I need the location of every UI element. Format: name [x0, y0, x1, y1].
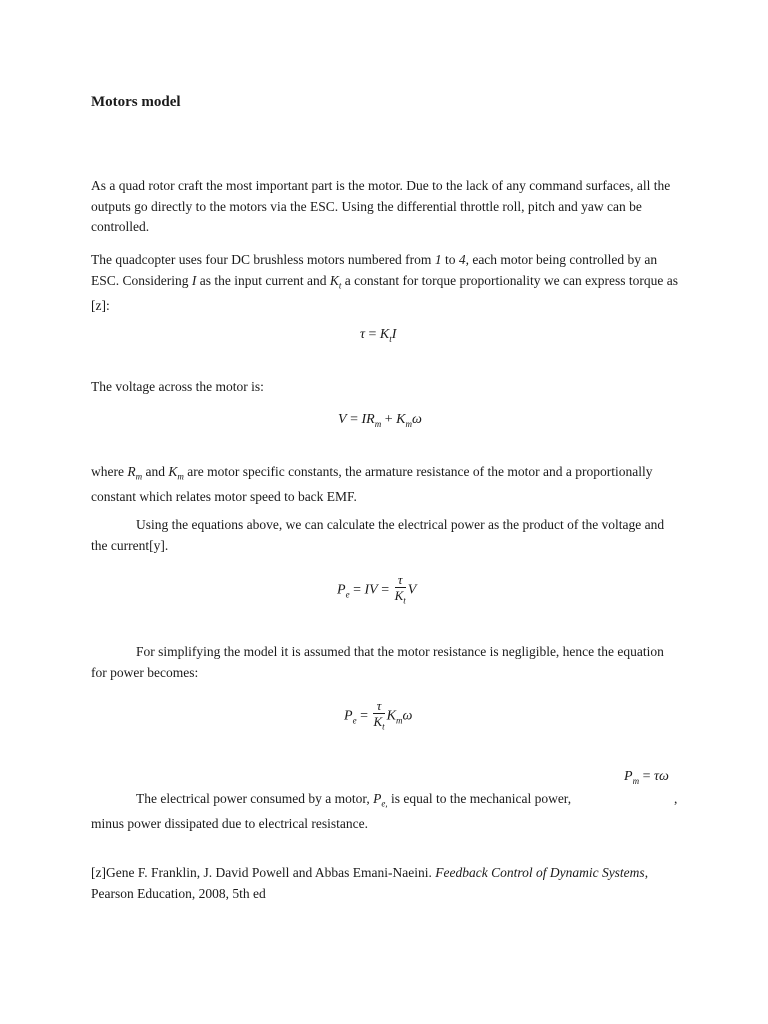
paragraph-simplify: For simplifying the model it is assumed that the motor resistance is negligible, hence the equation for power becomes:: [91, 644, 664, 680]
paragraph-intro: As a quad rotor craft the most important part is the motor. Due to the lack of any command surfaces, all the outputs go directly to the motors via the ESC. Using the differential throttle roll, pitch and yaw can be controlled.: [91, 178, 671, 234]
paragraph-voltage: The voltage across the motor is:: [91, 379, 264, 394]
simplified-power-equation: $P_e$ = $\frac{\tau}{K_t}$ $K_m\omega$: [344, 698, 413, 732]
voltage-equation: $V = IR_m + K_m\omega$: [338, 412, 422, 429]
paragraph-electrical-power: Using the equations above, we can calculate the electrical power as the product of the voltage and the current[y].: [91, 517, 665, 553]
mechanical-power-equation: $P_m = \tau\omega$: [624, 769, 669, 786]
paragraph-mechanical-power: The electrical power consumed by a motor, $P_{e,}$ is equal to the mechanical power, , minus power dissipated due to electrical resistance.: [91, 791, 678, 832]
reference-citation: [z]Gene F. Franklin, J. David Powell and Abbas Emani-Naeini. Feedback Control of Dynamic Systems, Pearson Education, 2008, 5th ed: [91, 865, 649, 901]
paragraph-constants: where $R_m$ and $K_m$ are motor specific constants, the armature resistance of the motor and a proportionally constant which relates motor speed to back EMF.: [91, 464, 653, 505]
section-heading: Motors model: [91, 94, 181, 110]
paragraph-motors: The quadcopter uses four DC brushless motors numbered from 1 to 4, each motor being controlled by an ESC. Considering I as the input current and $K_t$ a constant for torque proportionality we can express torque as [z]:: [91, 252, 679, 313]
electrical-power-equation: $P_e$ = IV = $\frac{\tau}{K_t}$ V: [337, 572, 417, 606]
torque-equation: $\tau = K_tI$: [360, 327, 397, 344]
